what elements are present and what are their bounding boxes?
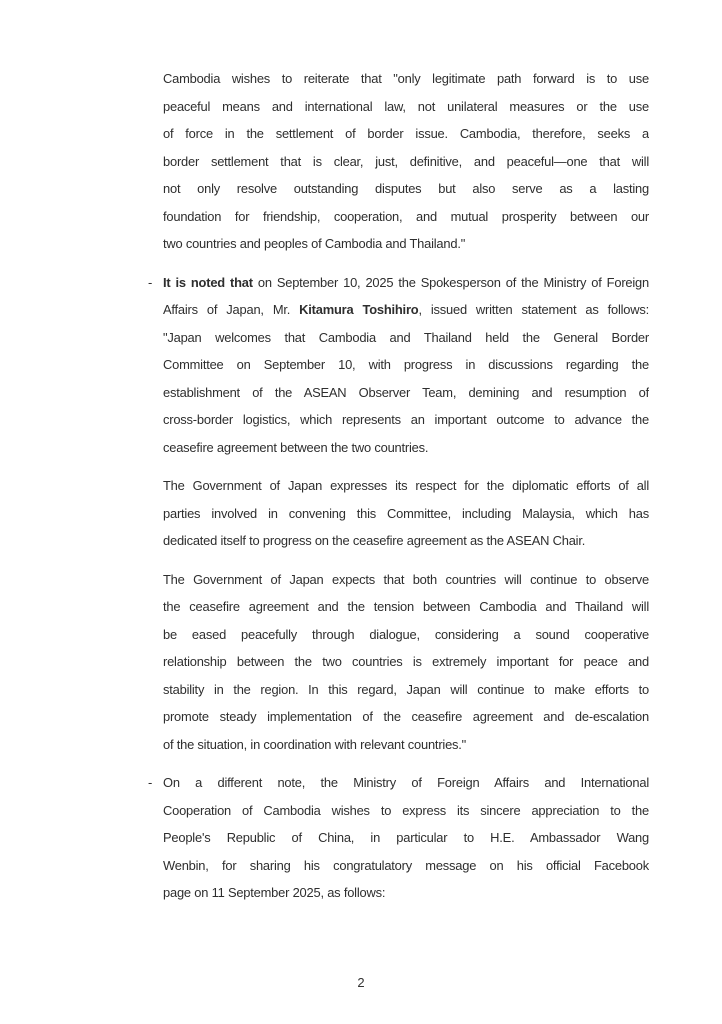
text-line: Wenbin, for sharing his congratulatory message on his official Facebook (163, 857, 649, 873)
text-line: "Japan welcomes that Cambodia and Thailand held the General Border (163, 329, 649, 345)
text-line: peaceful means and international law, not unilateral measures or the use (163, 98, 649, 114)
text-line: cross-border logistics, which represents an important outcome to advance the (163, 412, 649, 427)
paragraph-japan-respect (163, 472, 649, 555)
text-line: be eased peacefully through dialogue, considering a sound cooperative (163, 626, 649, 642)
text-line: border settlement that is clear, just, definitive, and peaceful—one that will (163, 153, 649, 169)
text-line: Cambodia wishes to reiterate that "only legitimate path forward is to use (163, 71, 649, 86)
text-line: relationship between the two countries is extremely important for peace and (163, 654, 649, 669)
text-line: It is noted that on September 10, 2025 the Spokesperson of the Ministry of Foreign (163, 274, 649, 290)
bullet-paragraph-china-appreciation (148, 769, 649, 907)
text-line: page on 11 September 2025, as follows: (163, 885, 386, 900)
text-line: The Government of Japan expresses its respect for the diplomatic efforts of all (163, 478, 649, 493)
page-number: 2 (357, 975, 365, 990)
text-line: of force in the settlement of border issue. Cambodia, therefore, seeks a (163, 126, 649, 141)
text-line: establishment of the ASEAN Observer Team, demining and resumption of (163, 384, 649, 400)
document-body (148, 65, 649, 918)
paragraph-japan-expects (163, 566, 649, 759)
text-line: Cooperation of Cambodia wishes to express its sincere appreciation to the (163, 802, 649, 818)
text-line: The Government of Japan expects that both countries will continue to observe (163, 571, 649, 587)
bullet-dash-marker: - (148, 775, 153, 790)
text-line: ceasefire agreement between the two countries. (163, 439, 429, 455)
bullet-paragraph-japan-statement (148, 269, 649, 462)
text-line: of the situation, in coordination with relevant countries." (163, 736, 467, 752)
text-line: On a different note, the Ministry of Foreign Affairs and International (163, 775, 649, 790)
text-line: Committee on September 10, with progress in discussions regarding the (163, 357, 649, 372)
text-line: dedicated itself to progress on the ceasefire agreement as the ASEAN Chair. (163, 533, 586, 548)
text-line: foundation for friendship, cooperation, and mutual prosperity between our (163, 208, 649, 224)
text-line: not only resolve outstanding disputes but also serve as a lasting (163, 181, 649, 196)
text-line: parties involved in convening this Committee, including Malaysia, which has (163, 505, 649, 521)
text-line: two countries and peoples of Cambodia and Thailand." (163, 236, 466, 251)
bullet-dash-marker: - (148, 274, 153, 290)
text-line: promote steady implementation of the ceasefire agreement and de-escalation (163, 709, 649, 724)
text-line: the ceasefire agreement and the tension between Cambodia and Thailand will (163, 599, 649, 614)
text-line: Affairs of Japan, Mr. Kitamura Toshihiro, issued written statement as follows: (163, 302, 649, 317)
paragraph-cambodia-statement (163, 65, 649, 258)
text-line: People's Republic of China, in particular to H.E. Ambassador Wang (163, 830, 649, 845)
text-line: stability in the region. In this regard, Japan will continue to make efforts to (163, 681, 649, 697)
